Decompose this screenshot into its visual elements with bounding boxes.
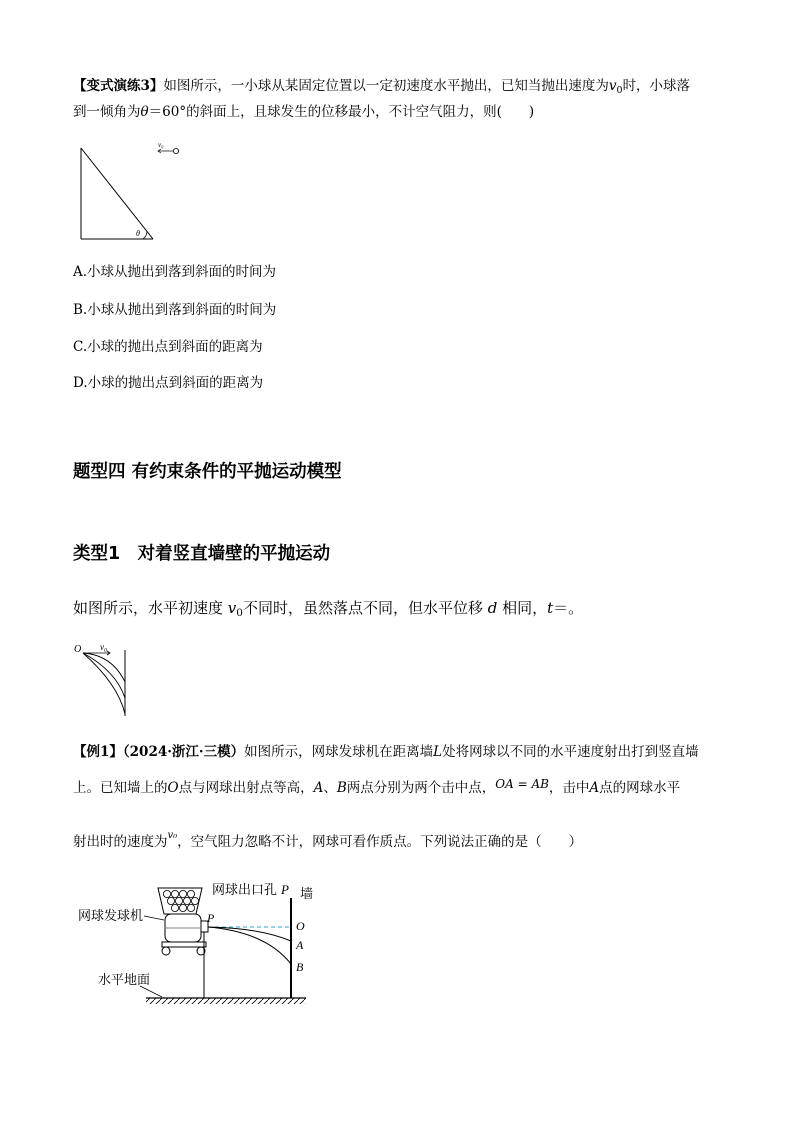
example1-source: （2024·浙江·三模） xyxy=(122,744,245,760)
trajectory-2 xyxy=(83,653,125,698)
theta-arc xyxy=(143,231,147,239)
trajectory-to-b xyxy=(208,927,291,964)
section-title: 题型四 有约束条件的平抛运动模型 xyxy=(73,462,342,482)
p-label-top: P xyxy=(281,882,289,897)
incline-slope-edge xyxy=(81,148,153,239)
example1-line3: 射出时的速度为$^{v_0}$，空气阻力忽略不计，网球可看作质点。下列说法正确的是（ ） xyxy=(73,830,583,850)
theta-label: θ xyxy=(136,229,140,238)
option-b: B.小球从抛出到落到斜面的时间为 xyxy=(73,302,277,318)
trajectory-to-a xyxy=(208,927,291,941)
incline-figure xyxy=(70,138,190,244)
example1-line1: 【例1】（2024·浙江·三模）如图所示，网球发球机在距离墙L处将网球以不同的水平速度射出打到竖直墙 xyxy=(73,744,699,760)
point-o-label: O xyxy=(296,919,305,933)
example1-line2: 上。已知墙上的O点与网球出射点等高，A、B两点分别为两个击中点，OA = AB，击中A点的网球水平 xyxy=(73,777,681,796)
option-c: C.小球的抛出点到斜面的距离为 xyxy=(73,339,263,355)
machine-label: 网球发球机 xyxy=(78,908,144,923)
example1-label: 【例1】 xyxy=(73,744,123,760)
tennis-machine-figure xyxy=(70,868,340,1010)
v0-label: v₀ xyxy=(158,141,164,149)
option-d: D.小球的抛出点到斜面的距离为 xyxy=(73,375,264,391)
variant3-label: 【变式演练3】 xyxy=(73,78,164,94)
option-a: A.小球从抛出到落到斜面的时间为 xyxy=(73,264,277,280)
ball xyxy=(173,148,178,153)
type1-text: 如图所示，水平初速度 $v_0$不同时，虽然落点不同，但水平位移 d 相同，t＝。 xyxy=(73,599,584,619)
ground-label: 水平地面 xyxy=(98,972,151,987)
variant3-line2: 到一倾角为θ＝60°的斜面上，且球发生的位移最小，不计空气阻力，则( ) xyxy=(73,104,535,120)
equation: OA = AB xyxy=(495,777,549,791)
wall-trajectory-figure xyxy=(70,638,140,720)
v0-label: v₀ xyxy=(100,642,108,652)
machine-leader-line xyxy=(144,916,164,920)
origin-label: O xyxy=(74,644,82,655)
point-b-label: B xyxy=(296,960,304,974)
p-label: P xyxy=(207,911,215,925)
variant3-line1: 【变式演练3】如图所示，一小球从某固定位置以一定初速度水平抛出，已知当抛出速度为$v_0$时，小球落 xyxy=(73,78,691,96)
ground-leader-line xyxy=(140,986,162,997)
subsection-title: 类型1 对着竖直墙壁的平抛运动 xyxy=(73,544,331,564)
outlet-label: 网球出口孔 xyxy=(212,882,278,897)
trajectory-3 xyxy=(83,653,125,714)
wheel-left xyxy=(162,947,170,955)
ground-hatch xyxy=(146,998,306,1004)
point-a-label: A xyxy=(296,938,304,952)
wall-label: 墙 xyxy=(300,886,314,901)
machine-base xyxy=(162,942,206,947)
